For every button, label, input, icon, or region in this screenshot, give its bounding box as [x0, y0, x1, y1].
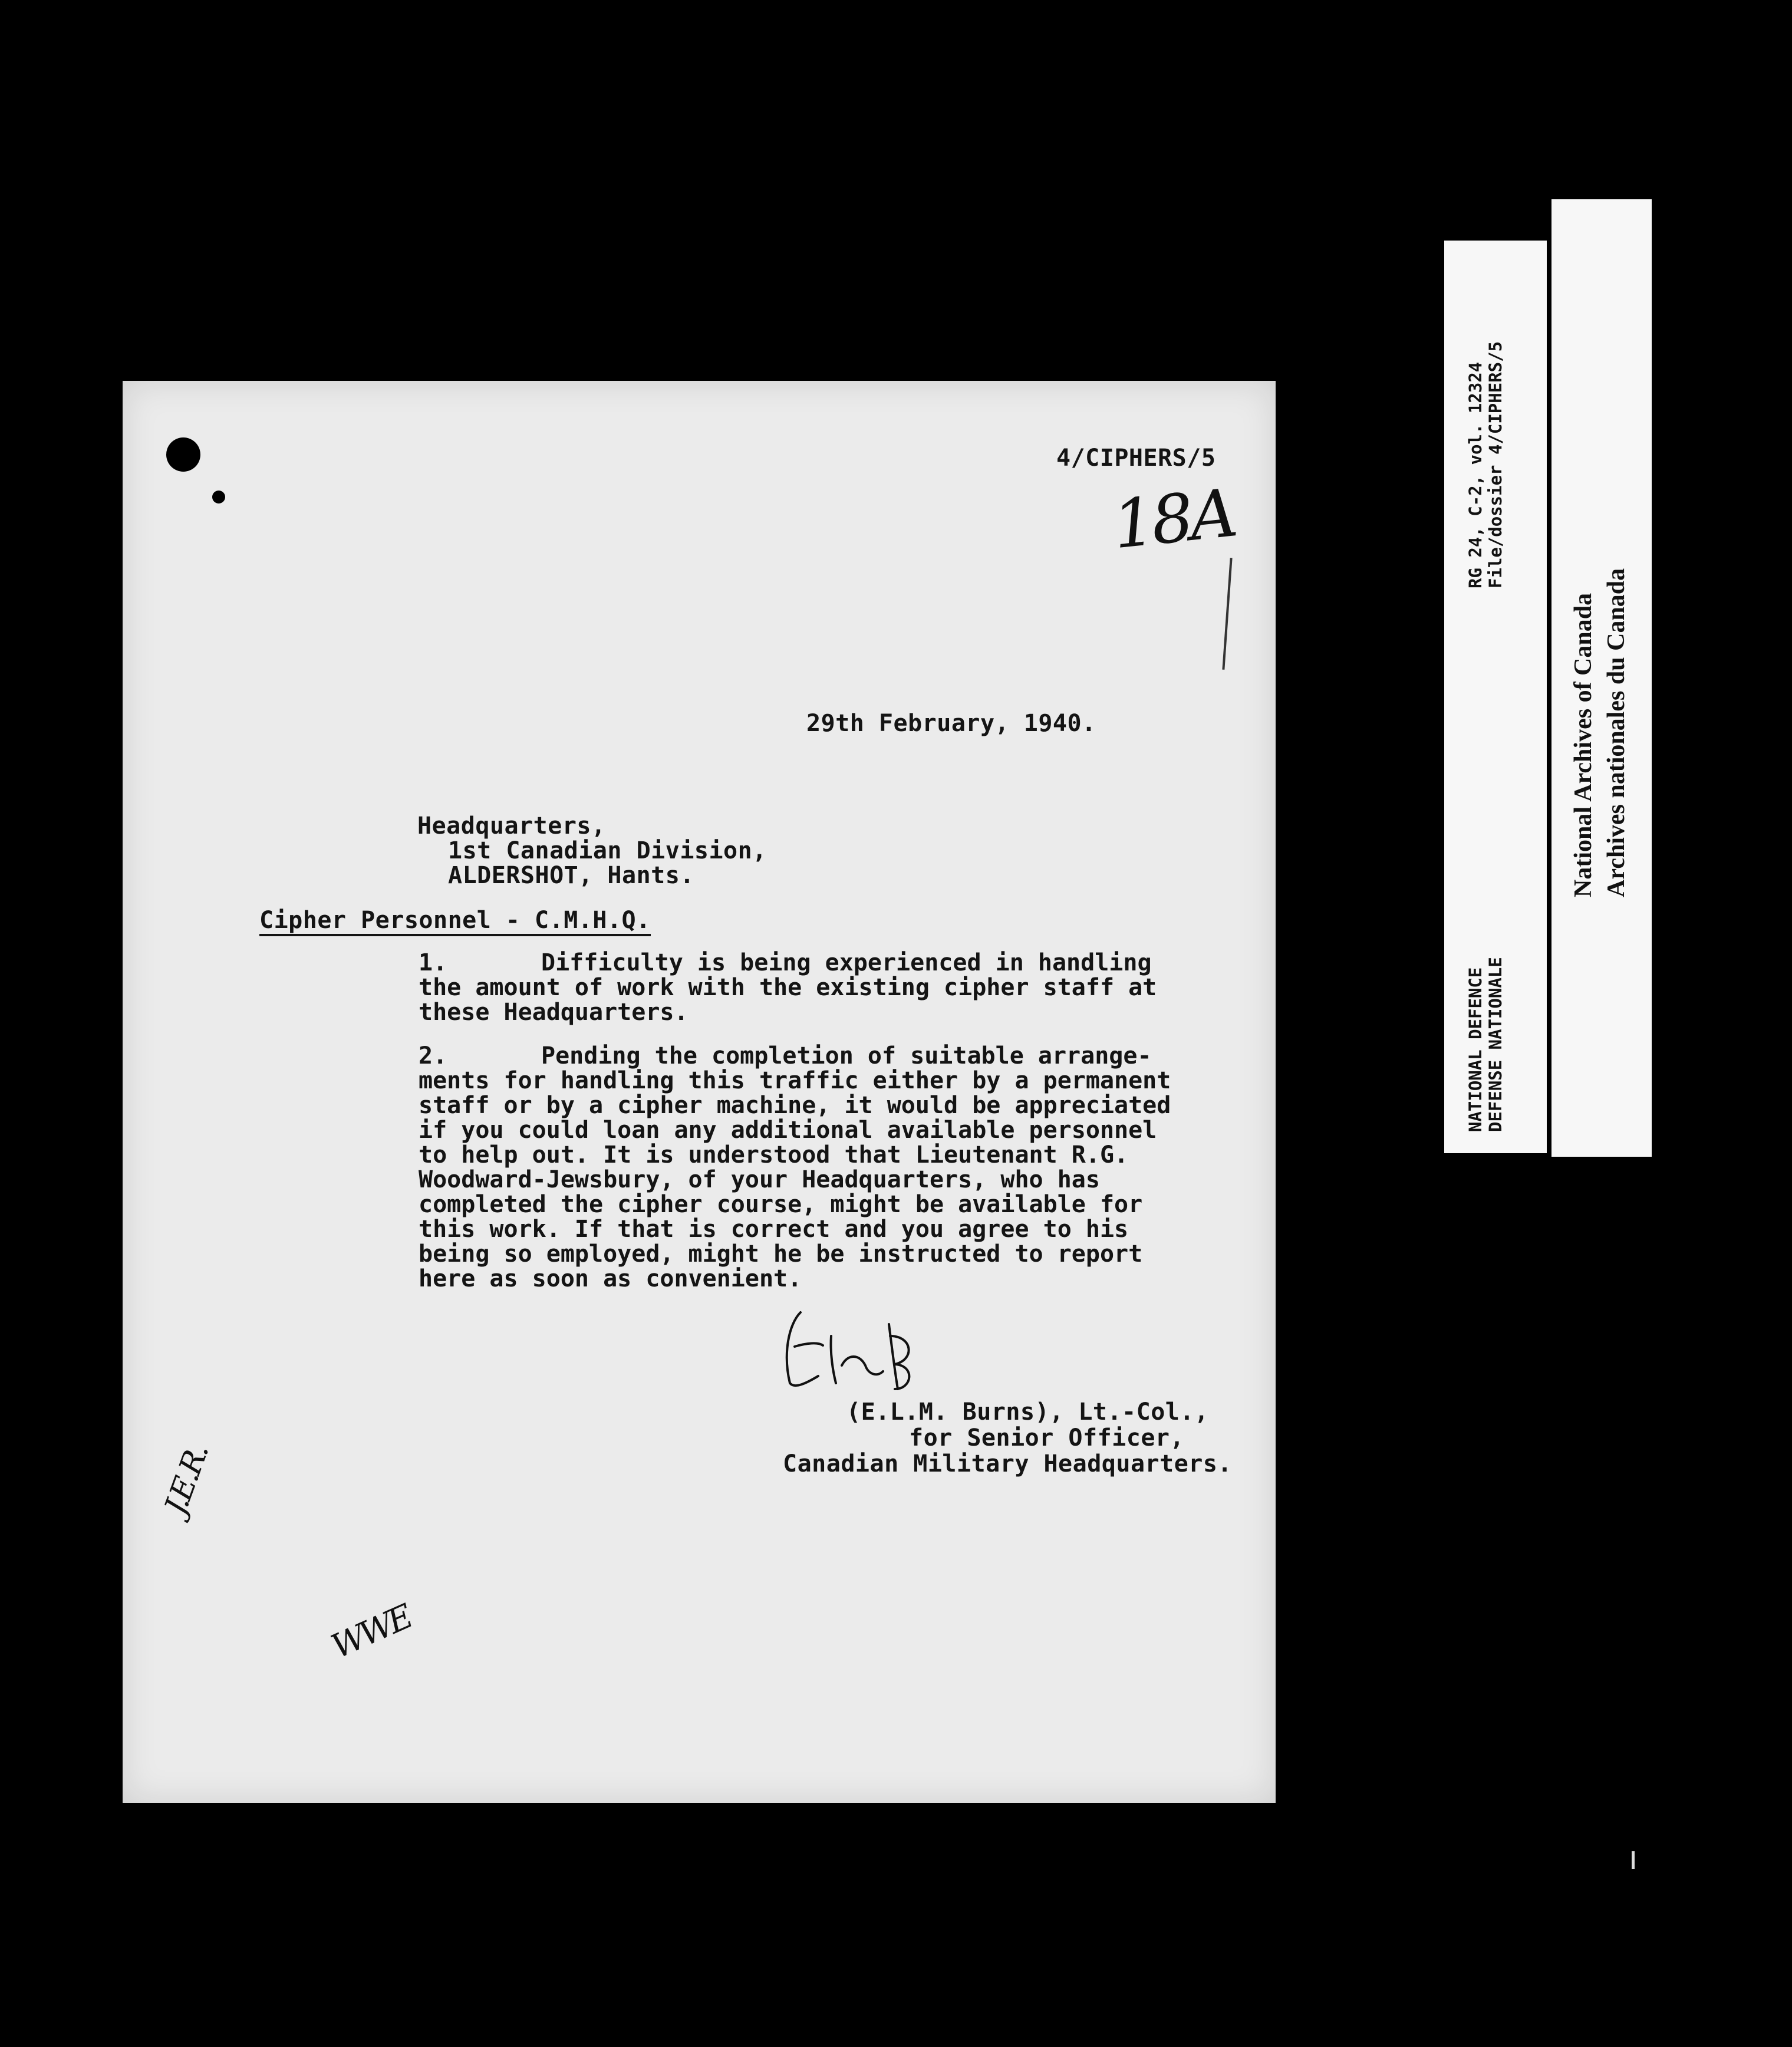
- department-line-2: DEFENSE NATIONALE: [1485, 957, 1506, 1132]
- paragraph-2-line: to help out. It is understood that Lieutenant R.G.: [419, 1141, 1129, 1169]
- paragraph-1-line: the amount of work with the existing cipher staff at: [419, 974, 1157, 1001]
- paragraph-2-number: 2.: [419, 1042, 448, 1069]
- letter-date: 29th February, 1940.: [806, 710, 1096, 737]
- reference-line-1: RG 24, C-2, vol. 12324: [1465, 361, 1485, 588]
- paragraph-1-number: 1.: [419, 949, 448, 976]
- department-line-1: NATIONAL DEFENCE: [1465, 967, 1485, 1132]
- paragraph-2-line: here as soon as convenient.: [419, 1265, 802, 1292]
- paragraph-2: [419, 1044, 1171, 1291]
- paragraph-1-line: these Headquarters.: [419, 999, 689, 1026]
- subject-line: Cipher Personnel - C.M.H.Q.: [259, 878, 651, 936]
- punch-hole-small: [212, 491, 225, 503]
- archive-name-english: National Archives of Canada: [1570, 593, 1597, 897]
- reference-line-2: File/dossier 4/CIPHERS/5: [1485, 341, 1506, 588]
- paragraph-2-line: Woodward-Jewsbury, of your Headquarters, who has: [419, 1166, 1100, 1193]
- paragraph-1: [419, 950, 1157, 1025]
- margin-initials-handwritten: J.E.R.: [158, 1440, 216, 1519]
- signature-name: (E.L.M. Burns), Lt.-Col.,: [846, 1398, 1209, 1426]
- paragraph-2-line: staff or by a cipher machine, it would be appreciated: [419, 1092, 1171, 1119]
- stray-mark: [1632, 1851, 1635, 1869]
- paragraph-2-line: Pending the completion of suitable arrange-: [541, 1042, 1152, 1069]
- paragraph-2-line: completed the cipher course, might be available for: [419, 1191, 1143, 1218]
- paragraph-1-line: Difficulty is being experienced in handling: [541, 949, 1152, 976]
- signature-handwritten: [777, 1301, 918, 1401]
- address-line-1: Headquarters,: [417, 812, 606, 840]
- paragraph-2-line: this work. If that is correct and you agree to his: [419, 1216, 1129, 1243]
- paragraph-2-line: being so employed, might he be instructed to report: [419, 1240, 1143, 1268]
- archive-reference-label: [1444, 241, 1553, 1153]
- signature-title: for Senior Officer,: [909, 1424, 1185, 1452]
- folio-number-handwritten: 18A: [1109, 475, 1238, 564]
- signature-organization: Canadian Military Headquarters.: [783, 1450, 1233, 1477]
- file-reference: 4/CIPHERS/5: [1056, 445, 1216, 472]
- address-line-3: ALDERSHOT, Hants.: [448, 862, 694, 889]
- paragraph-2-line: if you could loan any additional available personnel: [419, 1117, 1157, 1144]
- letter-page: [123, 381, 1276, 1803]
- paragraph-2-line: ments for handling this traffic either by a permanent: [419, 1067, 1171, 1094]
- bottom-initials-handwritten: WWE: [325, 1598, 416, 1667]
- archive-name-label: [1551, 199, 1652, 1157]
- margin-pencil-mark: [1222, 558, 1232, 670]
- punch-hole-large: [166, 437, 200, 472]
- address-line-2: 1st Canadian Division,: [448, 837, 767, 864]
- archive-name-french: Archives nationales du Canada: [1603, 568, 1630, 897]
